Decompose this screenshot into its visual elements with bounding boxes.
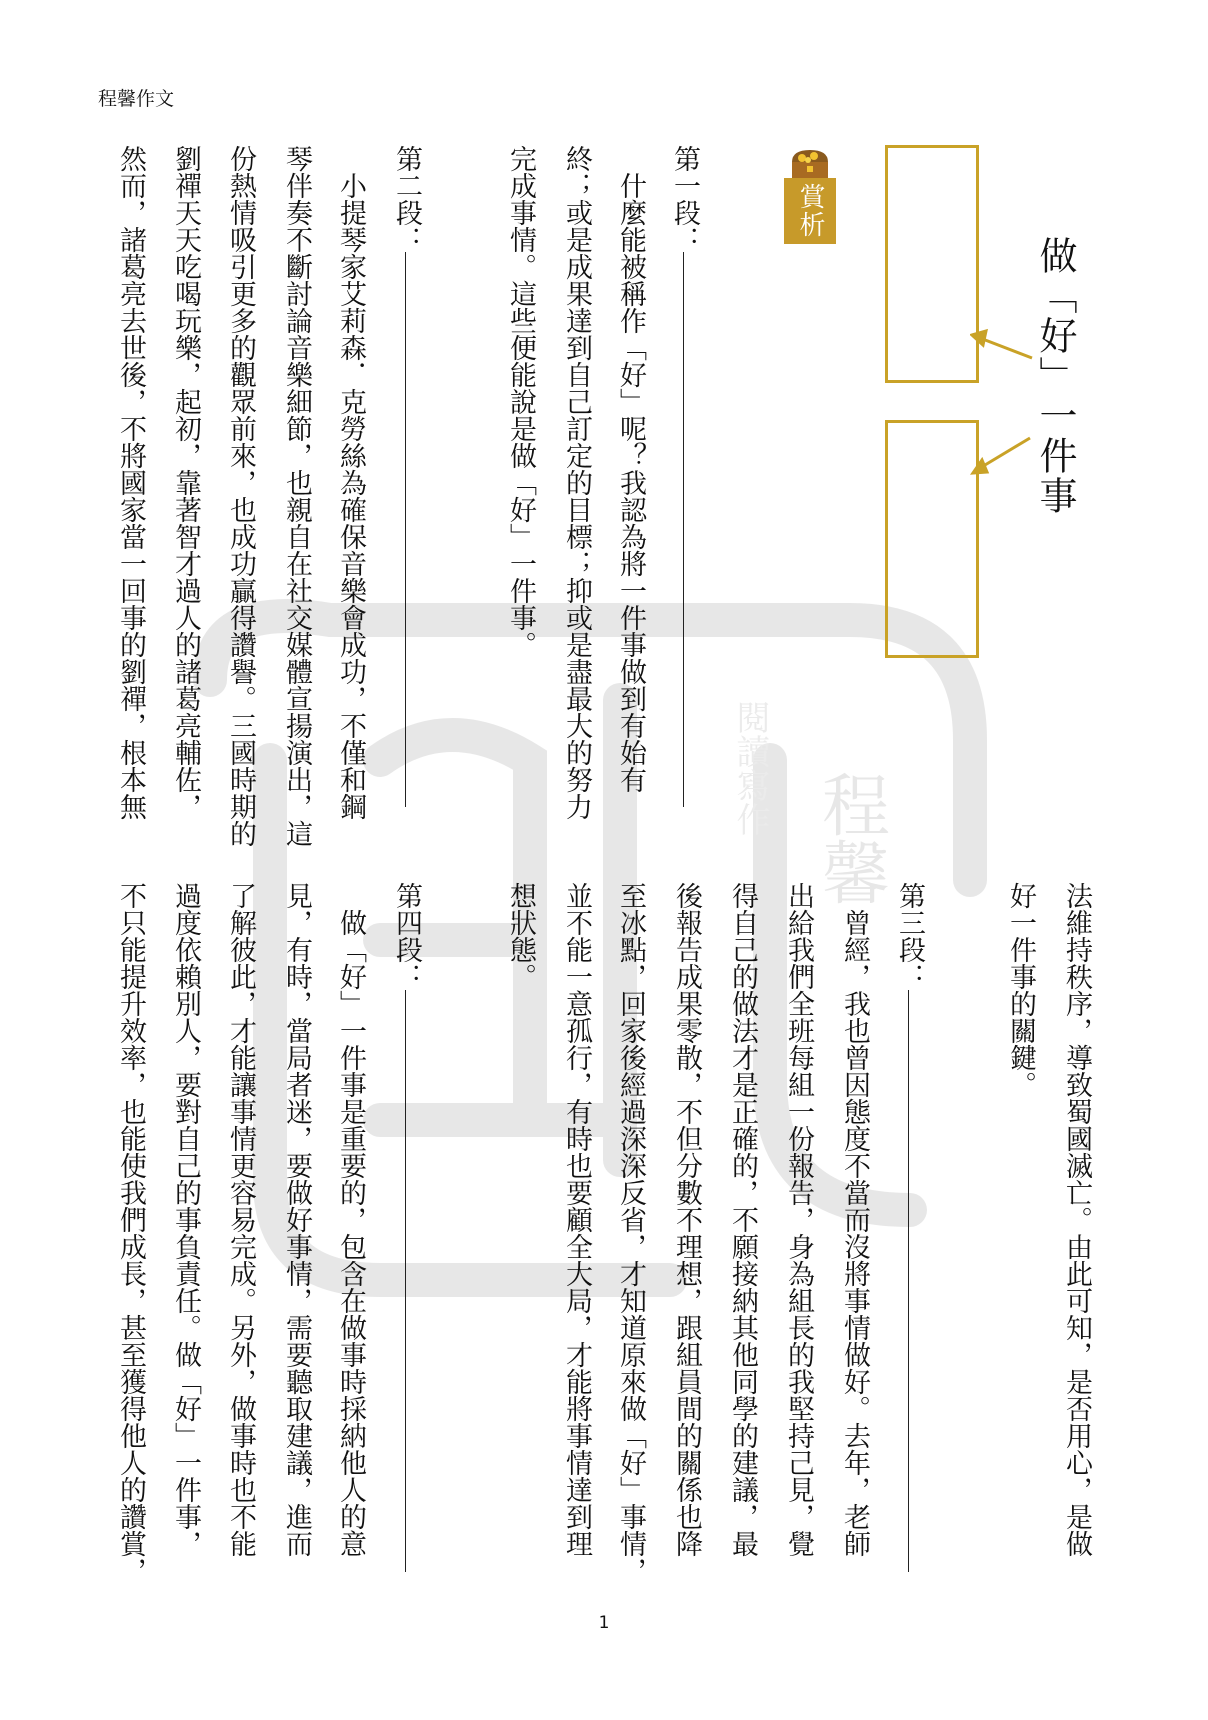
text-column: 份熱情吸引更多的觀眾前來，也成功贏得讚譽。三國時期的 (225, 145, 256, 847)
text-column: 不只能提升效率，也能使我們成長，甚至獲得他人的讚賞， (115, 882, 146, 1584)
watermark-sub: 閱讀寫作 (730, 700, 770, 836)
text-column: 什麼能被稱作「好」呢？我認為將一件事做到有始有 (615, 145, 646, 793)
segment-label-2: 第二段： (391, 145, 422, 253)
text-column: 後報告成果零散，不但分數不理想，跟組員間的關係也降 (671, 882, 702, 1557)
segment-line-2 (405, 252, 406, 807)
annotation-box-1 (885, 145, 979, 383)
text-column: 法維持秩序，導致蜀國滅亡。由此可知，是否用心，是做 (1061, 882, 1092, 1557)
segment-label-4: 第四段： (391, 882, 422, 990)
text-column: 得自己的做法才是正確的，不願接納其他同學的建議，最 (727, 882, 758, 1557)
text-column: 過度依賴別人，要對自己的事負責任。做「好」一件事， (170, 882, 201, 1557)
segment-line-3 (908, 990, 909, 1572)
text-column: 劉禪天天吃喝玩樂，起初，靠著智才過人的諸葛亮輔佐， (170, 145, 201, 820)
text-column: 琴伴奏不斷討論音樂細節，也親自在社交媒體宣揚演出，這 (281, 145, 312, 847)
text-column: 然而，諸葛亮去世後，不將國家當一回事的劉禪，根本無 (115, 145, 146, 820)
text-column: 好一件事的關鍵。 (1005, 882, 1036, 1098)
arrow-icons (970, 320, 1040, 480)
treasure-chest-icon (788, 148, 832, 182)
text-column: 曾經，我也曾因態度不當而沒將事情做好。去年，老師 (839, 882, 870, 1557)
analysis-badge (784, 148, 836, 246)
watermark-main: 程馨 (810, 770, 890, 906)
segment-label-3: 第三段： (894, 882, 925, 990)
text-column: 完成事情。這些便能說是做「好」一件事。 (505, 145, 536, 658)
segment-line-1 (683, 252, 684, 807)
badge-label: 賞析 (784, 178, 836, 244)
text-column: 了解彼此，才能讓事情更容易完成。另外，做事時也不能 (225, 882, 256, 1557)
annotation-box-2 (885, 420, 979, 658)
essay-title: 做「好」一件事 (1033, 236, 1077, 516)
segment-label-1: 第一段： (669, 145, 700, 253)
text-column: 並不能一意孤行，有時也要顧全大局，才能將事情達到理 (561, 882, 592, 1557)
page-number: 1 (598, 1613, 610, 1633)
text-column: 做「好」一件事是重要的，包含在做事時採納他人的意 (335, 882, 366, 1557)
text-column: 小提琴家艾莉森．克勞絲為確保音樂會成功，不僅和鋼 (335, 145, 366, 820)
page-header: 程馨作文 (98, 88, 175, 110)
text-column: 出給我們全班每組一份報告，身為組長的我堅持己見，覺 (783, 882, 814, 1557)
text-column: 至冰點，回家後經過深深反省，才知道原來做「好」事情， (615, 882, 646, 1584)
text-column: 終；或是成果達到自己訂定的目標；抑或是盡最大的努力 (561, 145, 592, 820)
text-column: 想狀態。 (505, 882, 536, 990)
text-column: 見，有時，當局者迷，要做好事情，需要聽取建議，進而 (281, 882, 312, 1557)
segment-line-4 (405, 990, 406, 1572)
